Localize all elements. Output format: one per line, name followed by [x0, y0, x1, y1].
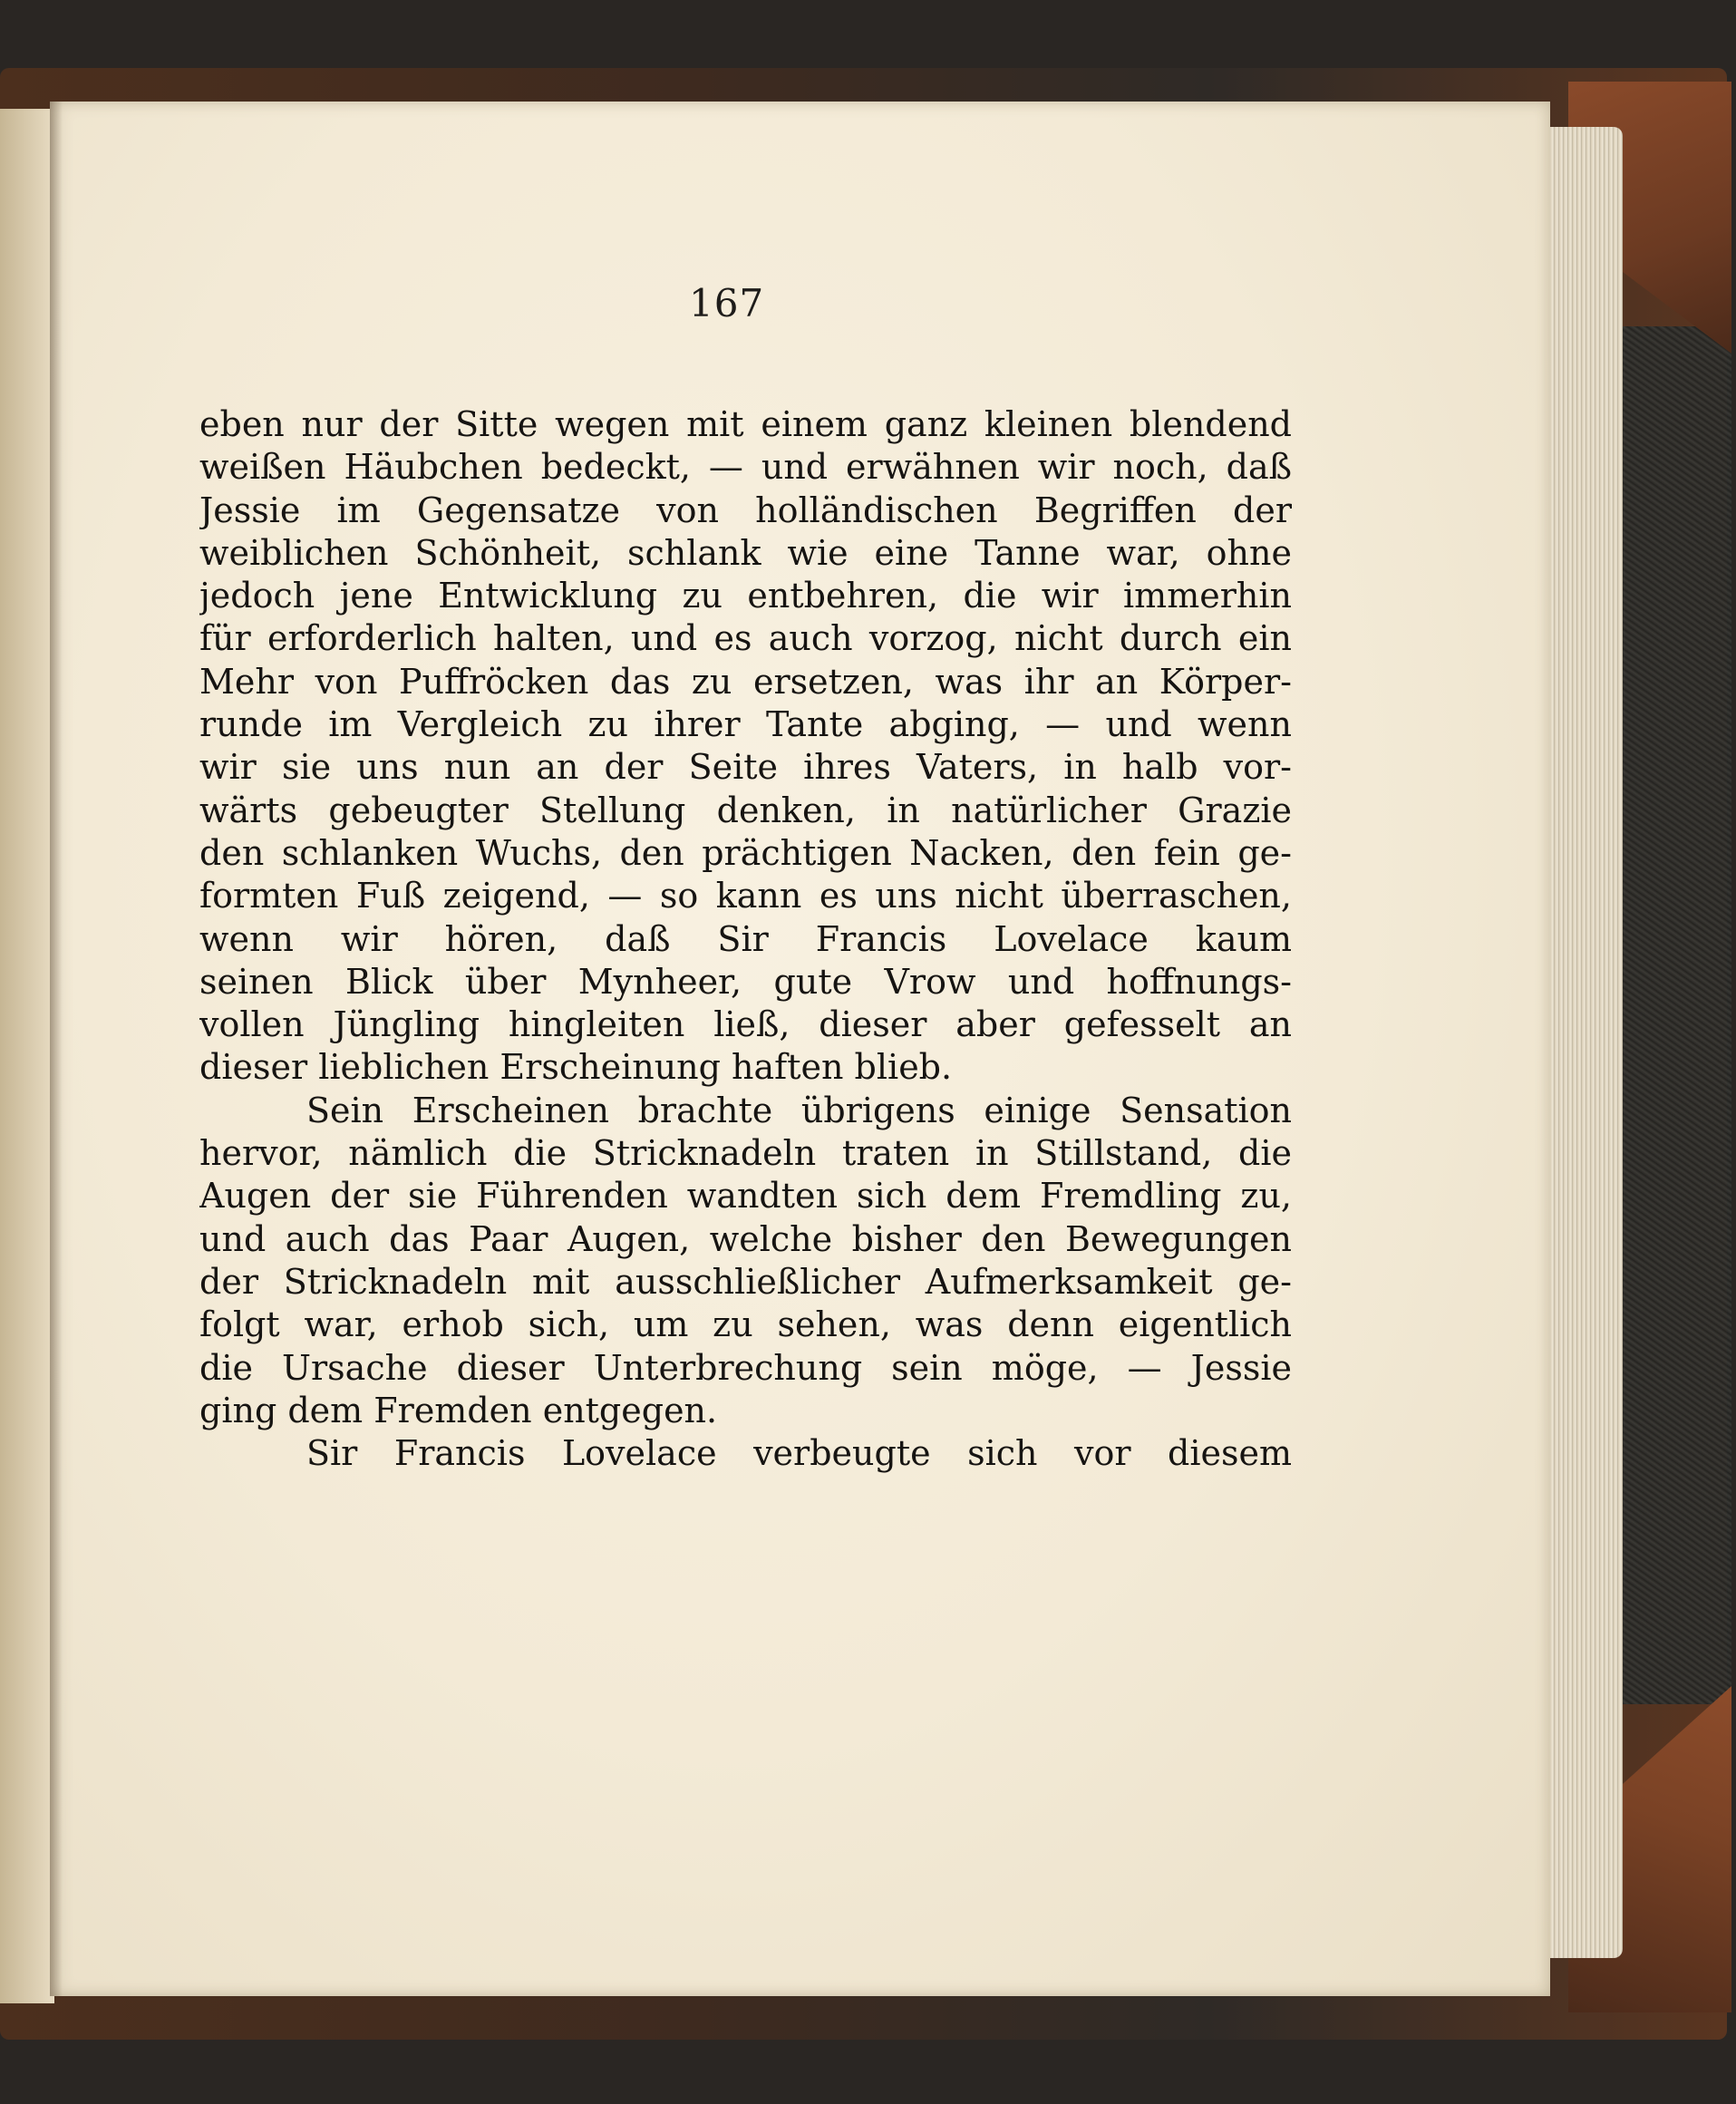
- text-line: den schlanken Wuchs, den prächtigen Nacken, den fein ge-: [199, 832, 1292, 873]
- text-line: formten Fuß zeigend, — so kann es uns nicht überraschen,: [199, 876, 1292, 916]
- text-line: dieser lieblichen Erscheinung haften blieb.: [199, 1047, 953, 1088]
- text-line: runde im Vergleich zu ihrer Tante abging, — und wenn: [199, 704, 1292, 745]
- text-line: ging dem Fremden entgegen.: [199, 1390, 718, 1430]
- page-gutter-shadow: [50, 102, 63, 1996]
- text-line: vollen Jüngling hingleiten ließ, dieser aber gefesselt an: [199, 1004, 1292, 1045]
- text-line: weißen Häubchen bedeckt, — und erwähnen wir noch, daß: [199, 447, 1292, 488]
- text-line: Sein Erscheinen brachte übrigens einige Sensation: [306, 1090, 1292, 1130]
- text-line: Mehr von Puffröcken das zu ersetzen, was ihr an Körper-: [199, 661, 1292, 702]
- text-line: jedoch jene Entwicklung zu entbehren, die wir immerhin: [199, 576, 1292, 616]
- text-line: für erforderlich halten, und es auch vorzog, nicht durch ein: [199, 618, 1292, 659]
- text-line: wir sie uns nun an der Seite ihres Vaters, in halb vor-: [199, 747, 1292, 788]
- text-line: wärts gebeugter Stellung denken, in natürlicher Grazie: [199, 790, 1292, 830]
- text-line: und auch das Paar Augen, welche bisher den Bewegungen: [199, 1218, 1292, 1259]
- text-line: Sir Francis Lovelace verbeugte sich vor diesem: [306, 1433, 1292, 1474]
- body-text: [199, 403, 1292, 1475]
- text-line: wenn wir hören, daß Sir Francis Lovelace kaum: [199, 918, 1292, 959]
- text-line: Jessie im Gegensatze von holländischen Begriffen der: [199, 490, 1292, 530]
- cover-cloth: [1614, 326, 1731, 1704]
- text-line: folgt war, erhob sich, um zu sehen, was denn eigentlich: [199, 1304, 1292, 1345]
- page-number: 167: [689, 281, 765, 325]
- text-line: hervor, nämlich die Stricknadeln traten in Stillstand, die: [199, 1133, 1292, 1174]
- text-line: der Stricknadeln mit ausschließlicher Aufmerksamkeit ge-: [199, 1261, 1292, 1302]
- text-line: weiblichen Schönheit, schlank wie eine Tanne war, ohne: [199, 532, 1292, 573]
- text-line: eben nur der Sitte wegen mit einem ganz kleinen blendend: [199, 404, 1292, 444]
- text-line: Augen der sie Führenden wandten sich dem Fremdling zu,: [199, 1176, 1292, 1217]
- text-line: die Ursache dieser Unterbrechung sein möge, — Jessie: [199, 1347, 1292, 1388]
- text-line: seinen Blick über Mynheer, gute Vrow und hoffnungs-: [199, 961, 1292, 1002]
- facing-page-edge: [0, 109, 54, 2003]
